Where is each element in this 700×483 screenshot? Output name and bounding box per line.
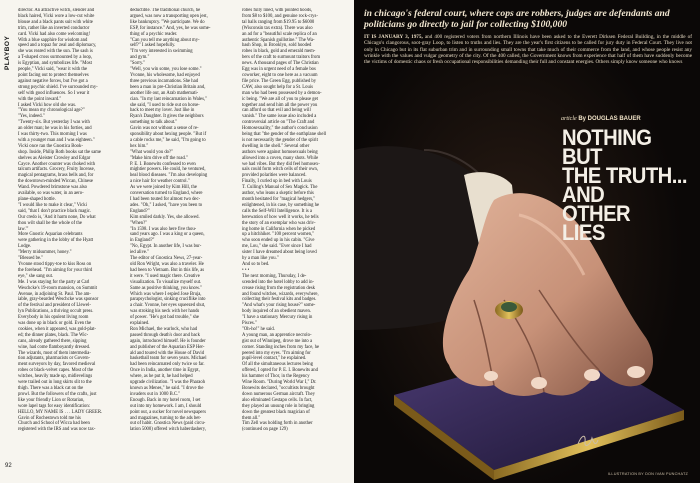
article-line: herewation of how well it works, he tells	[242, 214, 319, 220]
article-line: can afford so that evil and being will	[242, 108, 311, 114]
article-line: Egg was in urgent need of a female bos	[242, 67, 316, 73]
article-line: back to meet my lover. Just like in	[130, 108, 195, 114]
right-page	[354, 0, 700, 483]
article-line: and publisher of the Aquarian ESP Her-	[130, 344, 205, 350]
article-line: the story of an exemplar who was driv-	[242, 220, 316, 226]
article-line: P. E. I. Bonewits confessed to even	[130, 161, 196, 167]
article-line: I had been touted for almost two dec-	[130, 197, 201, 202]
article-line: Ryan's Daughter. It gives the neighbors	[130, 114, 204, 120]
article-line: iable, gray-bearded Weschcke was sponsor	[18, 297, 99, 303]
article-line: were gathering in the lobby of the Hyatt	[18, 238, 94, 244]
article-line: Church and School of Wicca had been	[18, 421, 90, 427]
title-line: LIES	[562, 220, 605, 245]
article-line: "Sorry."	[130, 61, 146, 67]
article-line: been a man in pre-Christian Britain and,	[130, 84, 206, 90]
article-line: sponsibility about hexing people. "But if	[130, 132, 207, 138]
article-line: mightier powers. He could, he ventured,	[130, 167, 206, 173]
article-line: Avenue, in adjoining St. Paul. The am-	[18, 291, 91, 297]
article-line: out of habit. Gnostica News (paid circu-	[130, 421, 206, 427]
article-line: "I have a stationary Mercury rising in	[242, 315, 313, 321]
article-line: ment surveyors by day, favored medieval	[18, 362, 96, 368]
article-line: "Can you tell me anything about my-	[130, 37, 200, 43]
article-line: and magazines, turning to the ads bet-	[130, 415, 202, 421]
article-column-1	[18, 8, 124, 477]
article-line: dwelling in the shell." Several other	[242, 143, 310, 149]
article-line: pupil-level contact," he explained.	[242, 356, 307, 362]
article-line: it were. "I used magic there. Creative	[130, 273, 200, 279]
article-line: from $8 to $100, and genuine rock-crys-	[242, 13, 318, 19]
article-line: Vicki once ran the Gnostica Book-	[18, 143, 83, 149]
byline-author: By DOUGLAS BAUER	[578, 116, 641, 122]
article-line: T. Culling's Manual of Sex Magick. The	[242, 185, 318, 191]
article-line: a cable rocks me," he said, "I'm going to	[130, 137, 206, 143]
title-line: OTHER	[562, 201, 631, 226]
article-line: Gavin was not without a sense of re-	[130, 126, 199, 132]
article-line: Cayce. Another counter was choked with	[18, 161, 96, 167]
article-line: ed; the dinner plates, black. The Wic-	[18, 332, 89, 338]
article-line: again, introduced himself. He is founder	[130, 338, 206, 344]
article-line: thou wilt shall be the whole of the	[18, 220, 82, 226]
title-line: THE TRUTH...	[562, 163, 687, 188]
article-line: blouse and a black pants suit with white	[18, 19, 93, 25]
article-line: argued, was now a transporting open jest,	[130, 13, 208, 19]
article-line: who soon ended up in his cabin. "Give	[242, 238, 315, 244]
title-line: NOTHING BUT	[562, 125, 652, 169]
article-line: "I would like to make it clear," Vicki	[18, 202, 87, 208]
article-line: thigh. There was a black cat on the	[18, 386, 84, 391]
article-line: cian. "In my last reincarnation in Wales,"	[130, 96, 208, 102]
article-line: The editor of Gnostica News, 27-year-	[130, 256, 203, 262]
article-line: man who had been possessed by a demon-	[242, 90, 322, 96]
article-line: another life out, an Arab mathemati-	[130, 90, 199, 96]
article-line: upgrade civilization. "I was the Pharaoh	[130, 380, 206, 386]
article-line: strong psychic shield. I've surrounded my-	[18, 84, 98, 90]
article-line: prowl. But the followers of the crafts, just	[18, 391, 97, 397]
article-line: by a man like you."	[242, 256, 279, 262]
article-line: corner. Standing inches from my face, he	[242, 344, 320, 350]
article-line: his hammer of Thor, in the Regency	[242, 374, 310, 380]
article-line: I was thirty-two. This morning I was	[18, 132, 87, 138]
article-line: month hesitated for "magical hedgers,"	[242, 197, 316, 202]
article-line: cookies, when it appeared, was gold-plat-	[18, 326, 96, 332]
article-line: witches, heavily made up, midlevelings	[18, 374, 93, 380]
article-column-3	[242, 8, 348, 477]
article-line: HELLO, MY NAME IS . . . LADY GREER.	[18, 409, 103, 415]
article-line: bers of the craft to surmount traitors from	[242, 55, 320, 61]
article-line: Yvonne, his wholesome, had enjoyed	[130, 72, 200, 78]
article-line: was stroking his neck with her hands	[130, 309, 200, 315]
article-line: Our credo is, 'And it harm none, Do what	[18, 214, 96, 220]
article-line: where, as he put it, he had helped	[130, 374, 193, 380]
article-line: Gavin of Rochestown told me his	[18, 415, 81, 421]
article-line: parapsychologist, sinking cruciflike into	[130, 297, 206, 303]
article-line: with the point inward."	[18, 96, 62, 102]
page-number: 92	[5, 463, 12, 469]
article-line: "Blessed be."	[18, 256, 44, 262]
article-line: of the festival and president of Llewel-	[18, 303, 91, 309]
article-line: speed and a topaz for zeal and diplomacy,	[18, 43, 97, 49]
article-line: shelves as Aleister Crowley and Edgar	[18, 155, 91, 161]
article-line: The wizards, most of them intermedia-	[18, 350, 91, 356]
article-line: Homosexuality," the author's conclusion	[242, 126, 318, 132]
article-line: And so to bed.	[242, 261, 270, 267]
article-line: robes in black, gold and emerald mem-	[242, 49, 316, 55]
illustration-credit: ILLUSTRATION BY DON IVAN PUNCHATZ	[607, 472, 688, 476]
article-line: with a younger man and I was eighteen."	[18, 137, 95, 143]
article-line: ing home in California when he picked	[242, 226, 316, 232]
article-line: Pisces."	[242, 321, 257, 327]
article-line: A young man, an apprentice necrolo-	[242, 332, 312, 338]
signature-mark	[576, 432, 600, 450]
article-line: robes fully lined, with pointed hoods,	[242, 8, 313, 13]
article-line: lation 5000) offered witch haberdashery,	[130, 427, 207, 433]
article-line: Finally, I curled up in bed with Louis	[242, 179, 312, 185]
article-line: "Oh-ho!" he said.	[242, 326, 275, 332]
article-line: ied alive."	[130, 250, 150, 256]
article-line: self?" I asked hopefully.	[130, 43, 176, 49]
article-line: ades. "Oh," I asked, "have you been to	[130, 202, 203, 208]
article-line: Me. I was staying for the party at Carl	[18, 279, 90, 285]
article-line: trim, rather like an inverted conductor	[18, 25, 90, 31]
article-columns	[18, 8, 348, 477]
article-line: calls the Self-Will Intelligence. It is a	[242, 208, 312, 214]
article-line: was done up in black or gold. Even the	[18, 321, 92, 327]
article-line: card. Vicki had also come welcoming!	[18, 31, 91, 37]
article-line: "You mean my chronological age?"	[18, 108, 85, 114]
article-line: "Yes, indeed."	[18, 114, 45, 120]
article-line: me, Lou," she said. "Ever since I had	[242, 244, 312, 250]
article-line: uals could form witch cells of their own,	[242, 167, 319, 173]
article-line: point facing out to protect themselves	[18, 72, 89, 78]
article-line: "What would you do?"	[130, 149, 174, 155]
article-line: More Gnostic Aquarian celebrants	[18, 232, 83, 238]
article-line: provided polarities were balanced.	[242, 173, 307, 179]
article-line: thing of a psychic reader.	[130, 31, 178, 37]
article-line: Lodge.	[18, 244, 32, 250]
article-line: them all."	[242, 415, 261, 421]
article-line: a T-shaped cross surmounted by a loop,	[18, 55, 93, 61]
article-line: deductible. The traditional church, he	[130, 8, 201, 13]
article-line: a chair. Yvonne, her eyes squeezed shut,	[130, 303, 206, 309]
article-line: passed through death's door and back	[130, 332, 200, 338]
article-line: coworker, eight to one here as a vacuum	[242, 72, 318, 78]
article-line: allowed into a coven, many shots. While	[242, 155, 319, 161]
article-line: sand years ago. I was a king or a queen,	[130, 232, 205, 238]
article-line: peered into my eyes. "I'm aiming for	[242, 350, 311, 356]
article-line: talcum artifacts. Grocery, Fruity Incense,	[18, 167, 95, 173]
article-line: file price. The Green Egg, published by	[242, 78, 317, 84]
article-line: authors were against homosexuals being	[242, 149, 318, 155]
article-line: I asked Vicki how old she was.	[18, 102, 77, 108]
article-line: crease rising from the registration desk	[242, 285, 316, 291]
article-line: "Twenty-six. But yesterday I was with	[18, 120, 90, 126]
article-line: bash Shop, in Brooklyn, sold hooded	[242, 43, 312, 49]
article-line: the downtown-minded Wiccan, Chinese	[18, 179, 93, 185]
byline	[561, 116, 641, 122]
article-line: lyn Publications, a thriving occult press.	[18, 309, 94, 315]
article-line: we had vibes. But they did feel homosex-	[242, 161, 320, 167]
article-line: robes or black-velvet capes. Most of the	[18, 368, 94, 374]
article-line: magical pentagrams, brass bells and, for	[18, 173, 94, 179]
article-line: authentic Spanish guillotine." The Wa-	[242, 37, 315, 43]
article-line: vanish." The same issue also included a	[242, 114, 317, 120]
article-line: Weschcke's 19-room mansion, on Summit	[18, 285, 97, 291]
article-line: the forehead. "I'm aiming for your third	[18, 267, 93, 273]
article-line: wore lapel tags for easy identification:	[18, 403, 90, 409]
article-line: out into my homework. I am, I should	[130, 403, 202, 409]
byline-article-word: article	[561, 116, 577, 122]
article-line: registered with the IRS and was now tax-	[18, 427, 96, 433]
article-line: body inquired of an obedient maven.	[242, 309, 311, 315]
article-title	[562, 125, 689, 245]
article-line: and gym."	[130, 55, 150, 61]
article-line: Everybody in his opulent living room	[18, 315, 89, 321]
article-line: something to talk about."	[130, 120, 178, 126]
article-line: author, who leans a skeptic before this	[242, 191, 314, 197]
article-line: a nice hair for weather control."	[130, 179, 190, 185]
article-line: news. A thousand pages of The Christian	[242, 61, 319, 67]
article-line: basketball team for seven years. Michael	[130, 356, 207, 362]
article-line: heal blood diseases. "I'm also developing	[130, 173, 208, 179]
article-line: • • •	[242, 267, 250, 273]
article-line: "I'm very interested in swimming	[130, 49, 193, 55]
article-line: CAW, also sought help for a St. Louis	[242, 84, 313, 90]
article-line: The next morning, Thursday, I de-	[242, 273, 307, 279]
article-line: visualization. To visualize myself out.	[130, 279, 202, 285]
article-line: they played an unsung role in bringing	[242, 403, 315, 409]
article-line: ald and toured with the House of David	[130, 350, 205, 356]
article-line: Of all the simultaneous lectures being	[242, 362, 313, 368]
article-line: Which was where I espied Jose Bruja,	[130, 291, 202, 297]
article-line: "Merry midsummer, honey."	[18, 250, 72, 256]
article-line: Kim smiled darkly. Yes, she allowed.	[130, 214, 200, 220]
article-line: Wand. Powdered brimstone was also	[18, 185, 88, 191]
article-line: cans, already gathered there, sipping	[18, 338, 87, 344]
article-line: Bonewits declared, "occultists brought	[242, 386, 315, 391]
article-line: scended into the hotel lobby to add in-	[242, 279, 314, 285]
article-line: shop. Inside, Philip Roth books sat the same	[18, 149, 101, 155]
article-line: an ad for a "beautiful scale replica of an	[242, 31, 317, 37]
article-line: Once in India, another time in Egypt,	[130, 368, 200, 374]
intro-lead: IT IS JANUARY 3, 1975,	[364, 34, 423, 40]
article-line: in England?"	[130, 238, 155, 244]
article-line: "When?"	[130, 220, 148, 226]
article-line: invaders out in 1000 B.C."	[130, 391, 181, 397]
article-line: "No, Egypt. In another life, I was bur-	[130, 244, 202, 250]
article-line: tion adjutants, pharmacists or Govern-	[18, 356, 90, 362]
article-line: black haired, Vicki wore a low-cut white	[18, 13, 95, 19]
article-line: people," Vicki said, "wear it with the	[18, 67, 88, 73]
article-line: she was reared with the sun. The sash is	[18, 49, 93, 55]
article-line: known as Menes," he said. "I drove the	[130, 386, 204, 391]
title-line: AND	[562, 182, 605, 207]
article-line: eye," she sang out.	[18, 273, 54, 279]
article-line: self with good influences. So I wear it	[18, 90, 90, 96]
article-line: were trailed out in long skirts slit to the	[18, 380, 92, 386]
article-line: (Wisconsin tax extra). There was also	[242, 25, 313, 31]
article-line: and found witches, wizards, everywhere,	[242, 291, 319, 297]
article-line: down the greatest black magician of	[242, 409, 310, 415]
article-line: is not necessarily the gender of the spirit	[242, 137, 318, 143]
article-line: point out, a sucker for novel newspapers	[130, 409, 206, 415]
article-line: (continued on page 129)	[242, 427, 288, 433]
article-line: like bankruptcy. "We participate. We do	[130, 19, 205, 25]
article-line: is Egyptian, and symbolizes life. "Most	[18, 61, 92, 67]
article-column-2	[130, 8, 236, 477]
article-line: hex him."	[130, 143, 149, 149]
article-line: "Make him drive off the road."	[130, 155, 188, 161]
article-line: sister I have dreamed about being loved	[242, 250, 317, 256]
article-line: wine, had come flamboyantly dressed.	[18, 344, 91, 350]
article-line: gist out of Winnipeg, drove me into a	[242, 338, 313, 344]
article-deck: in chicago's federal court, where cops are robbers, judges are defendants and politicians go directly to jail for collecting $100,000	[364, 8, 670, 30]
article-line: being that "the gender of the earthplane shell	[242, 132, 327, 138]
article-line: an older man; he was in his forties, and	[18, 126, 92, 132]
article-line: tal balls ranging from $19.95 to $6000	[242, 19, 315, 25]
article-line: Wine Room. "During World War I," Dr.	[242, 380, 317, 386]
article-line: plane-shaped bottle.	[18, 197, 56, 202]
article-line: With a blue sapphire for wisdom and	[18, 37, 88, 43]
article-line: said, "that I don't practice black magic.	[18, 208, 92, 214]
article-line: ic being. "We are all of you to please get	[242, 96, 318, 102]
article-line: collecting their festival kits and badges.	[242, 297, 317, 303]
article-line: also eliminated Gestapo cells. In fact,	[242, 397, 313, 403]
intro-text: and 400 registered voters from northern Illinois have been asked to the Everett Dirksen Federal Building, in the middle of Chicago's clangorous, soot-gray Loop, to listen to truths and lies. They are the year's first citizens to be called for jury duty in Federal Court. They live not only in Chicago but in its flat suburban trim and in surrounding small towns that take much of their commerce from the land, and whose people resist any wrinkle with the values and vulgar geometry of the city. Of the 400 called, the Government knows from experience that half of them have suddenly become the victims of domestic chaos or fresh occupational responsibilities demanding their full and constant energies. Others simply know someone who knows	[364, 34, 692, 66]
article-line: "Well, you win some, you lose some."	[130, 67, 202, 73]
article-line: she said, "I used to ride out on horse-	[130, 102, 200, 108]
article-line: As we were joined by Kim Hill, the	[130, 185, 197, 191]
article-line: had been reincarnated only twice so far.	[130, 362, 205, 368]
article-line: explained.	[130, 321, 150, 327]
article-line: England?"	[130, 208, 150, 214]
article-line: "In 1598. I was also here five thou-	[130, 226, 197, 232]
article-line: up a hitchhiker. "100 percent women,"	[242, 232, 315, 238]
section-tab: PLAYBOY	[4, 35, 11, 70]
article-line: Ron Michael, the warlock, who had	[130, 326, 198, 332]
article-line: together and send him all the power you	[242, 102, 318, 108]
article-line: "And what's your rising house?" some-	[242, 303, 316, 309]
article-line: three previous incarnations. She had	[130, 78, 199, 84]
article-line: enlightened, in his case, by something he	[242, 202, 320, 208]
article-line: ESP, for instance." And, yes, he was some-	[130, 25, 211, 31]
article-line: law.'"	[18, 226, 29, 232]
article-line: available, so was water, in an aero-	[18, 191, 84, 197]
article-line: like your friendly Lion or Rotarian,	[18, 397, 85, 403]
article-line: Same as positive thinking, you know."	[130, 285, 203, 291]
article-line: had been to Vietnam. But in this life, as	[130, 267, 205, 273]
article-intro	[364, 34, 692, 65]
article-line: against negative forces, but I've got a	[18, 78, 88, 84]
article-line: conversation turned to England, where	[130, 191, 203, 197]
article-line: Tim Zell was holding forth in another	[242, 421, 313, 427]
article-line: controversial article on "The Craft and	[242, 120, 315, 126]
article-line: Yvonne stood tippy-toe to kiss Ross on	[18, 261, 92, 267]
article-line: of power. "He's got bad trouble," she	[130, 315, 199, 321]
article-line: offered, I opted for P. E. I. Bonewits and	[242, 368, 318, 374]
article-line: down numerous German aircraft. They	[242, 391, 315, 397]
article-line: director. An attractive witch, slender and	[18, 8, 95, 13]
article-line: old Ron Wright, was also a traveler. He	[130, 261, 204, 267]
article-line: Enough. Back in my hotel room, I set	[130, 397, 201, 403]
